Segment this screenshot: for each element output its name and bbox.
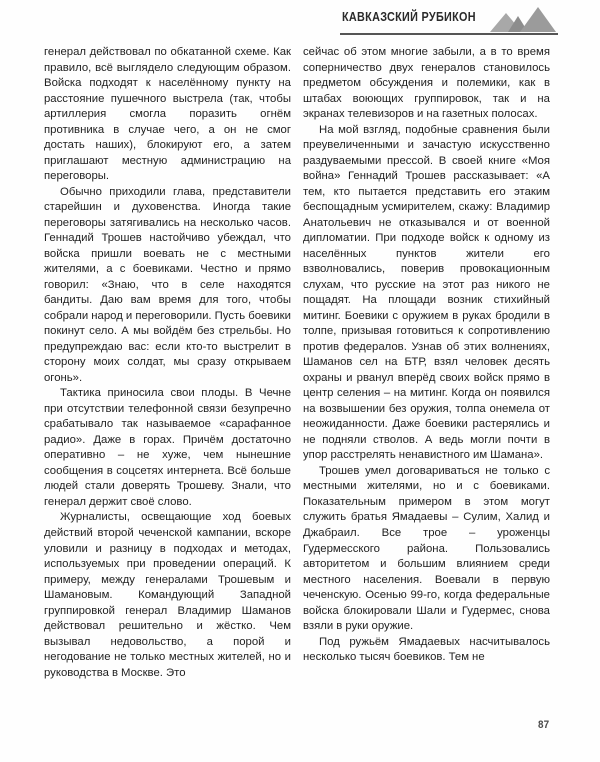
paragraph: Трошев умел договариваться не только с местными жителями, но и с боевиками. Показательным примером в этом могут служить братья Ямадаевы – Сулим, Халид и Джабраил. Все трое – уроженцы Гудермесского района. Пользовались авторитетом и большим влиянием среди местного населения. Воевали в первую чеченскую. Осенью 99-го, когда федеральные войска блокировали Шали и Гудермес, снова взяли в руки оружие. xyxy=(303,464,550,633)
paragraph: Под ружьём Ямадаевых насчитывалось несколько тысяч боевиков. Тем не xyxy=(303,635,550,664)
paragraph: На мой взгляд, подобные сравнения были преувеличенными и зачастую искусственно раздуваемыми прессой. В своей книге «Моя война» Геннадий Трошев рассказывает: «А тем, кто пытается представить его этаким беспощадным усмирителем, скажу: Владимир Анатольевич не отказывался и от военной дипломатии. При подходе войск к одному из населённых пунктов жители его взволновались, поверив провокационным слухам, что русские на этот раз никого не пощадят. На площади возник стихийный митинг. Боевики с оружием в руках бродили в толпе, призывая готовиться к сопротивлению против федералов. Узнав об этих волнениях, Шаманов сел на БТР, взял человек десять охраны и рванул вперёд своих войск прямо в центр селения – на митинг. Когда он появился на возвышении без оружия, толпа онемела от неожиданности. Даже боевики растерялись и не подняли стволов. А ведь могли почти в упор расстрелять ненавистного им Шамана». xyxy=(303,123,550,462)
paragraph: Журналисты, освещающие ход боевых действий второй чеченской кампании, вскоре уловили и разницу в подходах и методах, используемых при проведении операций. К примеру, между генералами Трошевым и Шамановым. Командующий Западной группировкой генерал Владимир Шаманов действовал решительно и жёстко. Чем вызывал недовольство, а порой и негодование не только местных жителей, но и руководства в Москве. Это xyxy=(44,511,291,679)
running-head-title: КАВКАЗСКИЙ РУБИКОН xyxy=(342,10,476,24)
mountains-icon xyxy=(464,6,560,33)
paragraph: Тактика приносила свои плоды. В Чечне при отсутствии телефонной связи безупречно срабатывало так называемое «сарафанное радио». Даже в горах. Причём достаточно оперативно – не хуже, чем нынешние сообщения в соцсетях интернета. Всё больше людей стали доверять Трошеву. Знали, что генерал держит своё слово. xyxy=(44,387,291,508)
page-number: 87 xyxy=(538,719,550,731)
paragraph: генерал действовал по обкатанной схеме. Как правило, всё выглядело следующим образом. Войска подходят к населённому пункту на расстояние пушечного выстрела (так, чтобы артиллерия смогла поразить огнём противника в случае чего, а он не смог достать наших), блокируют его, а затем приглашают местную администрацию на переговоры. xyxy=(44,46,291,183)
running-head-rule xyxy=(340,33,558,35)
paragraph: сейчас об этом многие забыли, а в то время соперничество двух генералов становилось предметом обсуждения и полемики, как в штабах воюющих группировок, так и на экранах телевизоров и на газетных полосах. xyxy=(303,46,550,121)
text-column-right xyxy=(303,45,550,666)
running-head xyxy=(340,8,558,38)
text-column-left xyxy=(44,45,291,681)
paragraph: Обычно приходили глава, представители старейшин и духовенства. Иногда такие переговоры затягивались на несколько часов. Геннадий Трошев настойчиво убеждал, что войска пришли воевать не с местными жителями, а с боевиками. Честно и прямо говорил: «Знаю, что в селе находятся бандиты. Даю вам время для того, чтобы собрали народ и переговорили. Пусть боевики покинут село. А мы войдём без стрельбы. Но предупреждаю вас: если кто-то выстрелит в сторону моих солдат, мы сразу открываем огонь». xyxy=(44,185,291,384)
